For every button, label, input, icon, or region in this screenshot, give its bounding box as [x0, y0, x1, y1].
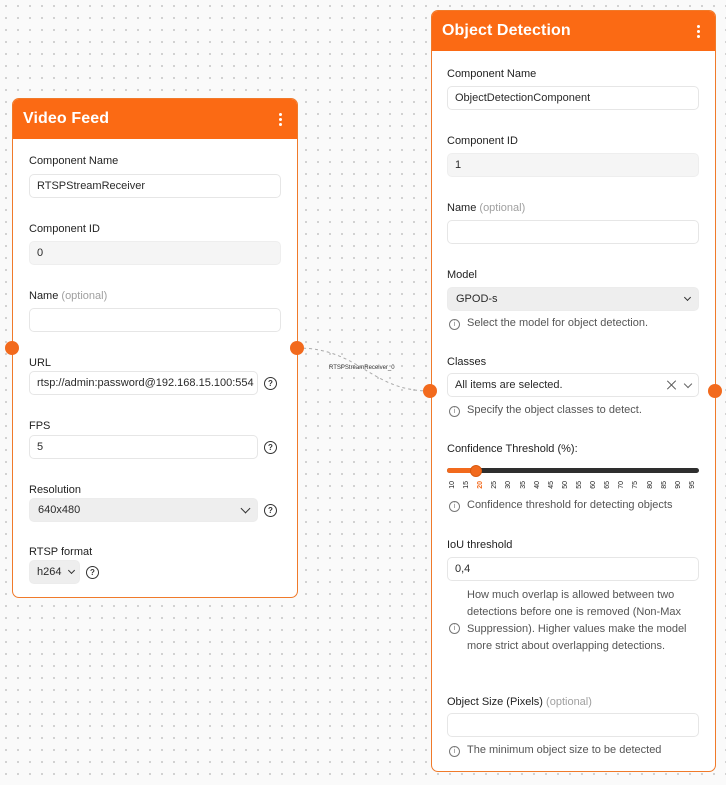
fps-input[interactable]: 5 [29, 435, 258, 459]
fps-label: FPS [29, 420, 51, 432]
confidence-tick: 45 [547, 481, 555, 489]
video-feed-output-handle[interactable] [290, 341, 304, 355]
object-size-input[interactable] [447, 713, 699, 737]
chevron-down-icon[interactable] [684, 379, 692, 387]
confidence-ticks [449, 481, 699, 489]
resolution-help-icon[interactable]: ? [264, 504, 277, 517]
confidence-tick: 15 [463, 481, 471, 489]
video-feed-title: Video Feed [23, 110, 110, 127]
object-detection-node[interactable] [431, 10, 716, 772]
object-detection-output-handle[interactable] [708, 384, 722, 398]
confidence-tick: 95 [688, 481, 696, 489]
video-feed-header[interactable] [13, 99, 297, 139]
confidence-tick: 90 [674, 481, 682, 489]
confidence-tick: 65 [604, 481, 612, 489]
chevron-down-icon [241, 504, 251, 514]
video-feed-node[interactable] [12, 98, 298, 598]
model-hint: i Select the model for object detection. [449, 317, 704, 330]
info-icon: i [449, 501, 460, 512]
object-size-label: Object Size (Pixels) (optional) [447, 696, 592, 708]
video-feed-input-handle[interactable] [5, 341, 19, 355]
component-name-input[interactable]: ObjectDetectionComponent [447, 86, 699, 110]
chevron-down-icon [68, 567, 75, 574]
edge-label: RTSPStreamReceiver_0 [329, 365, 395, 371]
component-name-label: Component Name [447, 68, 537, 80]
component-id-label: Component ID [29, 223, 100, 235]
info-icon: i [449, 746, 460, 757]
info-icon: i [449, 319, 460, 330]
rtsp-format-help-icon[interactable]: ? [86, 566, 99, 579]
more-options-icon[interactable] [691, 22, 705, 40]
model-label: Model [447, 269, 477, 281]
info-icon: i [449, 406, 460, 417]
name-input[interactable] [29, 308, 281, 332]
rtsp-format-label: RTSP format [29, 546, 93, 558]
confidence-threshold-label: Confidence Threshold (%): [447, 443, 578, 455]
component-id-field: 0 [29, 241, 281, 265]
object-detection-title: Object Detection [442, 22, 571, 39]
iou-threshold-input[interactable]: 0,4 [447, 557, 699, 581]
confidence-tick: 60 [590, 481, 598, 489]
confidence-tick: 80 [646, 481, 654, 489]
component-id-field: 1 [447, 153, 699, 177]
iou-threshold-label: IoU threshold [447, 539, 513, 551]
name-label: Name (optional) [447, 202, 526, 214]
url-help-icon[interactable]: ? [264, 377, 277, 390]
model-select[interactable]: GPOD-s [447, 287, 699, 311]
chevron-down-icon [684, 294, 691, 301]
classes-multiselect[interactable]: All items are selected. [447, 373, 699, 397]
confidence-tick: 10 [449, 481, 456, 489]
confidence-tick: 55 [575, 481, 583, 489]
confidence-tick: 35 [519, 481, 527, 489]
fps-help-icon[interactable]: ? [264, 441, 277, 454]
classes-hint: i Specify the object classes to detect. [449, 404, 704, 417]
clear-icon[interactable] [667, 380, 677, 390]
resolution-label: Resolution [29, 484, 81, 496]
confidence-tick: 75 [632, 481, 640, 489]
confidence-hint: i Confidence threshold for detecting objects [449, 499, 711, 512]
component-name-label: Component Name [29, 155, 119, 167]
more-options-icon[interactable] [273, 110, 287, 128]
iou-hint: i How much overlap is allowed between two detections before one is removed (Non-Max Suppression). Higher values make the model more strict about overlapping detections. [449, 587, 704, 655]
confidence-tick: 50 [561, 481, 569, 489]
confidence-tick: 25 [491, 481, 499, 489]
info-icon: i [449, 623, 460, 634]
confidence-slider-thumb[interactable] [470, 465, 482, 477]
confidence-tick: 30 [505, 481, 513, 489]
classes-label: Classes [447, 356, 487, 368]
resolution-select[interactable]: 640x480 [29, 498, 258, 522]
name-label: Name (optional) [29, 290, 108, 302]
component-id-label: Component ID [447, 135, 518, 147]
confidence-tick: 20 [477, 481, 485, 489]
confidence-tick: 85 [660, 481, 668, 489]
object-detection-input-handle[interactable] [423, 384, 437, 398]
object-detection-header[interactable] [432, 11, 715, 51]
url-label: URL [29, 357, 52, 369]
object-size-hint: i The minimum object size to be detected [449, 744, 704, 757]
confidence-slider-track[interactable] [447, 468, 699, 473]
confidence-tick: 70 [618, 481, 626, 489]
confidence-tick: 40 [533, 481, 541, 489]
rtsp-format-select[interactable]: h264 [29, 560, 80, 584]
url-input[interactable]: rtsp://admin:password@192.168.15.100:554 [29, 371, 258, 395]
component-name-input[interactable]: RTSPStreamReceiver [29, 174, 281, 198]
name-input[interactable] [447, 220, 699, 244]
